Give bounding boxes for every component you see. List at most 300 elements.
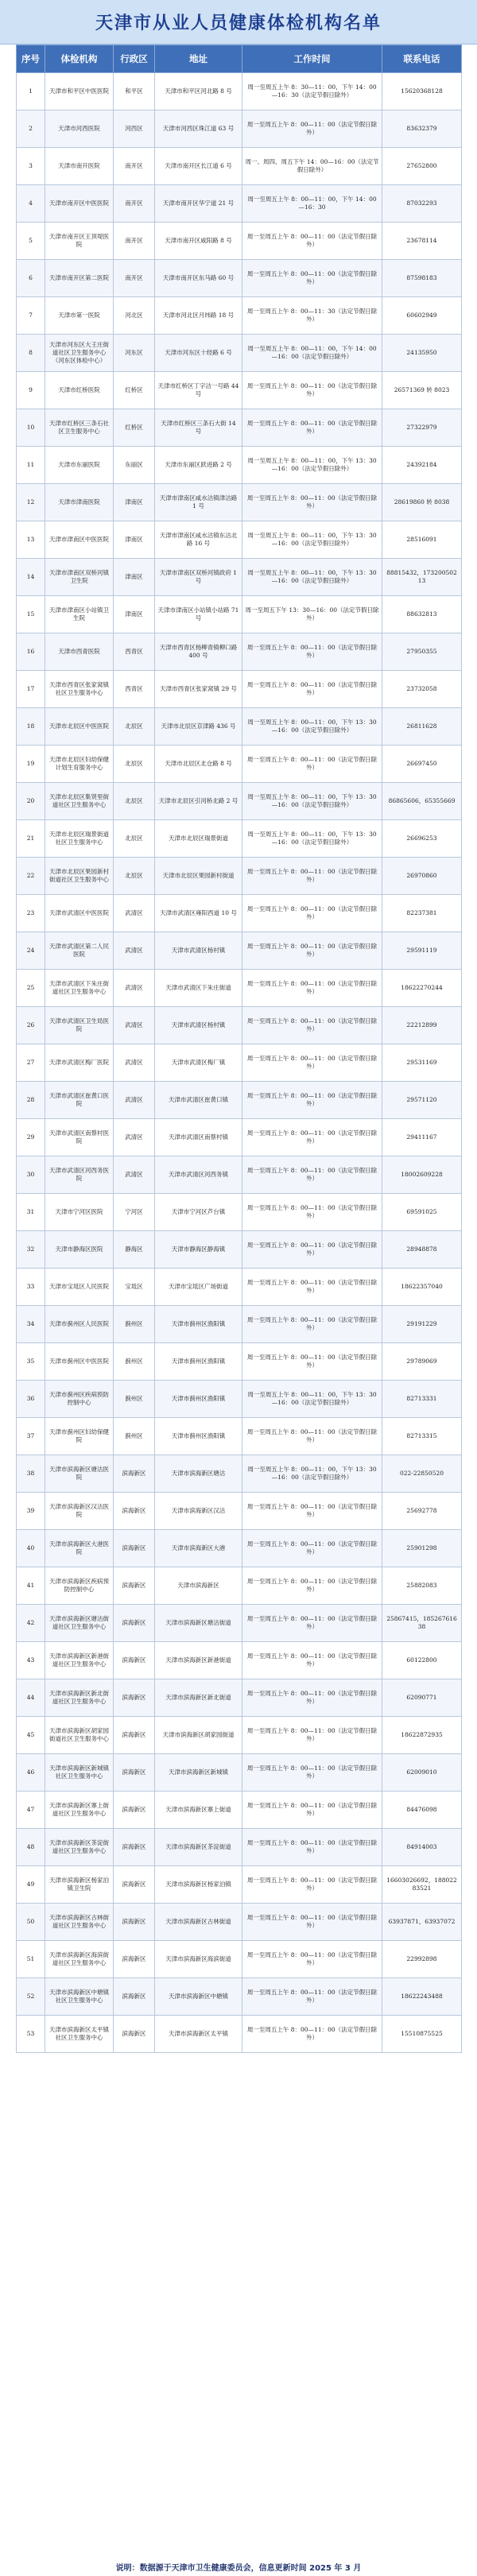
address: 天津市武清区梅厂镇 (155, 1044, 242, 1082)
table-row (17, 1530, 462, 1567)
table-row (17, 932, 462, 970)
institution-name: 天津市武清区中医医院 (45, 895, 114, 932)
institution-name: 天津市北辰区中医医院 (45, 708, 114, 746)
address: 天津市滨海新区新北街道 (155, 1679, 242, 1717)
table-row (17, 820, 462, 858)
address: 天津市西青区张家窝镇 29 号 (155, 671, 242, 708)
row-number: 44 (17, 1679, 45, 1717)
district: 津南区 (114, 559, 155, 596)
district: 武清区 (114, 1119, 155, 1156)
phone-number: 18622872935 (382, 1717, 462, 1754)
district: 津南区 (114, 521, 155, 559)
phone-number: 87032293 (382, 185, 462, 223)
institution-name: 天津市第一医院 (45, 297, 114, 335)
address: 天津市滨海新区塘沽街道 (155, 1605, 242, 1642)
institution-name: 天津市红桥区三条石社区卫生服务中心 (45, 409, 114, 447)
address: 天津市南开区东马路 60 号 (155, 260, 242, 297)
table-row (17, 671, 462, 708)
working-hours: 周一至周五上午 8：00—11：00（法定节假日除外） (242, 1194, 382, 1231)
phone-number: 29191229 (382, 1306, 462, 1343)
row-number: 39 (17, 1493, 45, 1530)
row-number: 43 (17, 1642, 45, 1679)
table-row (17, 1605, 462, 1642)
row-number: 14 (17, 559, 45, 596)
table-body (17, 73, 462, 2053)
institution-name: 天津市滨海新区塘沽街道社区卫生服务中心 (45, 1605, 114, 1642)
working-hours: 周一至周五上午 8：00—11：00（法定节假日除外） (242, 1343, 382, 1381)
address: 天津市津南区咸水沽镇津沽路 1 号 (155, 484, 242, 521)
row-number: 50 (17, 1904, 45, 1941)
row-number: 18 (17, 708, 45, 746)
table-row (17, 148, 462, 185)
row-number: 28 (17, 1082, 45, 1119)
working-hours: 周一至周五上午 8：00—11：00（法定节假日除外） (242, 1269, 382, 1306)
institution-table (16, 45, 462, 2053)
institution-name: 天津市北辰区妇幼保健计划生育服务中心 (45, 746, 114, 783)
working-hours: 周一至周五上午 8：00—11：00（法定节假日除外） (242, 1866, 382, 1904)
row-number: 21 (17, 820, 45, 858)
working-hours: 周一至周五上午 8：00—11：00（法定节假日除外） (242, 1904, 382, 1941)
address: 天津市北辰区北仓路 8 号 (155, 746, 242, 783)
row-number: 10 (17, 409, 45, 447)
district: 武清区 (114, 1082, 155, 1119)
phone-number: 23678114 (382, 223, 462, 260)
institution-name: 天津市滨海新区古林街道社区卫生服务中心 (45, 1904, 114, 1941)
address: 天津市南开区长江道 6 号 (155, 148, 242, 185)
district: 红桥区 (114, 409, 155, 447)
row-number: 31 (17, 1194, 45, 1231)
table-row (17, 1567, 462, 1605)
district: 南开区 (114, 148, 155, 185)
table-row (17, 1941, 462, 1978)
row-number: 52 (17, 1978, 45, 2016)
institution-name: 天津市津南区中医医院 (45, 521, 114, 559)
title-banner (0, 0, 477, 45)
working-hours: 周一至周五上午 8：00—11：00（法定节假日除外） (242, 260, 382, 297)
institution-name: 天津市滨海新区杨家泊镇卫生院 (45, 1866, 114, 1904)
table-row (17, 1829, 462, 1866)
district: 滨海新区 (114, 1493, 155, 1530)
address: 天津市蓟州区渔阳镇 (155, 1418, 242, 1455)
address: 天津市蓟州区渔阳镇 (155, 1381, 242, 1418)
phone-number: 25882083 (382, 1567, 462, 1605)
working-hours: 周一至周五上午 8：00—11：00（法定节假日除外） (242, 633, 382, 671)
phone-number: 24135950 (382, 335, 462, 372)
address: 天津市宝坻区广场街道 (155, 1269, 242, 1306)
row-number: 33 (17, 1269, 45, 1306)
row-number: 17 (17, 671, 45, 708)
working-hours: 周一至周五上午 8：00—11：00（法定节假日除外） (242, 110, 382, 148)
phone-number: 83632379 (382, 110, 462, 148)
institution-name: 天津市北辰区集贤里街道社区卫生服务中心 (45, 783, 114, 820)
row-number: 25 (17, 970, 45, 1007)
district: 西青区 (114, 633, 155, 671)
phone-number: 28619860 转 8038 (382, 484, 462, 521)
table-row (17, 484, 462, 521)
district: 滨海新区 (114, 1530, 155, 1567)
header-org: 体检机构 (45, 45, 114, 73)
table-row (17, 110, 462, 148)
institution-name: 天津市武清区卫生局医院 (45, 1007, 114, 1044)
table-row (17, 1754, 462, 1792)
table-row (17, 297, 462, 335)
row-number: 34 (17, 1306, 45, 1343)
phone-number: 26697450 (382, 746, 462, 783)
address: 天津市滨海新区寨上街道 (155, 1792, 242, 1829)
phone-number: 26970860 (382, 858, 462, 895)
district: 武清区 (114, 1044, 155, 1082)
district: 东丽区 (114, 447, 155, 484)
district: 滨海新区 (114, 1941, 155, 1978)
address: 天津市武清区杨村镇 (155, 1007, 242, 1044)
institution-name: 天津市津南区小站镇卫生院 (45, 596, 114, 633)
phone-number: 26571369 转 8023 (382, 372, 462, 409)
phone-number: 26811628 (382, 708, 462, 746)
institution-name: 天津市武清区南蔡村医院 (45, 1119, 114, 1156)
working-hours: 周一至周五上午 8：00—11：00（法定节假日除外） (242, 223, 382, 260)
phone-number: 60122800 (382, 1642, 462, 1679)
district: 蓟州区 (114, 1381, 155, 1418)
institution-name: 天津市河西医院 (45, 110, 114, 148)
institution-name: 天津市河东区大王庄街道社区卫生服务中心（河东区体检中心） (45, 335, 114, 372)
district: 滨海新区 (114, 1866, 155, 1904)
working-hours: 周一至周五上午 8：00—11：00，下午 13：30—16：00（法定节假日除外） (242, 1455, 382, 1493)
institution-name: 天津市蓟州区疾病预防控制中心 (45, 1381, 114, 1418)
phone-number: 022-22850520 (382, 1455, 462, 1493)
working-hours: 周一至周五上午 8：00—11：00，下午 13：30—16：00（法定节假日除外） (242, 1381, 382, 1418)
working-hours: 周一至周五上午 8：00—11：00（法定节假日除外） (242, 1306, 382, 1343)
address: 天津市津南区咸水沽镇东沽北路 16 号 (155, 521, 242, 559)
row-number: 9 (17, 372, 45, 409)
phone-number: 84476098 (382, 1792, 462, 1829)
row-number: 15 (17, 596, 45, 633)
institution-name: 天津市宁河区医院 (45, 1194, 114, 1231)
phone-number: 82713315 (382, 1418, 462, 1455)
working-hours: 周一至周五上午 8：00—11：00（法定节假日除外） (242, 1007, 382, 1044)
working-hours: 周一至周五上午 8：00—11：00（法定节假日除外） (242, 2016, 382, 2053)
working-hours: 周一至周五上午 8：00—11：00，下午 13：30—16：00（法定节假日除外） (242, 783, 382, 820)
working-hours: 周一至周五上午 8：00—11：00（法定节假日除外） (242, 1792, 382, 1829)
page-title: 天津市从业人员健康体检机构名单 (95, 13, 382, 33)
phone-number: 29591119 (382, 932, 462, 970)
address: 天津市东丽区跃进路 2 号 (155, 447, 242, 484)
working-hours: 周一至周五上午 8：00—11：00（法定节假日除外） (242, 1754, 382, 1792)
institution-name: 天津市北辰区果园新村街道社区卫生服务中心 (45, 858, 114, 895)
district: 武清区 (114, 895, 155, 932)
table-row (17, 895, 462, 932)
table-row (17, 783, 462, 820)
working-hours: 周一至周五上午 8：00—11：00（法定节假日除外） (242, 1829, 382, 1866)
working-hours: 周一至周五上午 8：00—11：00，下午 13：30—16：00（法定节假日除外） (242, 447, 382, 484)
address: 天津市北辰区京津路 436 号 (155, 708, 242, 746)
working-hours: 周一至周五上午 8：00—11：00（法定节假日除外） (242, 1567, 382, 1605)
district: 滨海新区 (114, 1605, 155, 1642)
table-row (17, 521, 462, 559)
row-number: 53 (17, 2016, 45, 2053)
district: 宁河区 (114, 1194, 155, 1231)
phone-number: 88632813 (382, 596, 462, 633)
row-number: 22 (17, 858, 45, 895)
address: 天津市滨海新区中塘镇 (155, 1978, 242, 2016)
row-number: 37 (17, 1418, 45, 1455)
working-hours: 周一至周五上午 8：00—11：00，下午 13：30—16：00（法定节假日除外） (242, 820, 382, 858)
institution-name: 天津市和平区中医医院 (45, 73, 114, 110)
table-row (17, 559, 462, 596)
address: 天津市滨海新区海滨街道 (155, 1941, 242, 1978)
row-number: 38 (17, 1455, 45, 1493)
phone-number: 29411167 (382, 1119, 462, 1156)
phone-number: 63937871，63937072 (382, 1904, 462, 1941)
phone-number: 28516091 (382, 521, 462, 559)
district: 宝坻区 (114, 1269, 155, 1306)
row-number: 45 (17, 1717, 45, 1754)
institution-name: 天津市南开区第二医院 (45, 260, 114, 297)
address: 天津市和平区河北路 8 号 (155, 73, 242, 110)
working-hours: 周一至周五上午 8：00—11：00（法定节假日除外） (242, 858, 382, 895)
address: 天津市北辰区瑞景街道 (155, 820, 242, 858)
row-number: 27 (17, 1044, 45, 1082)
table-row (17, 1007, 462, 1044)
district: 蓟州区 (114, 1418, 155, 1455)
working-hours: 周一至周五上午 8：00—11：00（法定节假日除外） (242, 1156, 382, 1194)
row-number: 16 (17, 633, 45, 671)
address: 天津市滨海新区塘沽 (155, 1455, 242, 1493)
district: 滨海新区 (114, 1792, 155, 1829)
phone-number: 82237381 (382, 895, 462, 932)
district: 红桥区 (114, 372, 155, 409)
working-hours: 周一至周五上午 8：00—11：00（法定节假日除外） (242, 932, 382, 970)
address: 天津市宁河区芦台镇 (155, 1194, 242, 1231)
row-number: 13 (17, 521, 45, 559)
institution-name: 天津市武清区下朱庄街道社区卫生服务中心 (45, 970, 114, 1007)
row-number: 41 (17, 1567, 45, 1605)
district: 和平区 (114, 73, 155, 110)
phone-number: 84914003 (382, 1829, 462, 1866)
working-hours: 周一至周五上午 8：00—11：00，下午 13：30—16：00（法定节假日除外） (242, 521, 382, 559)
phone-number: 29789069 (382, 1343, 462, 1381)
working-hours: 周一至周五上午 8：00—11：00（法定节假日除外） (242, 1941, 382, 1978)
row-number: 3 (17, 148, 45, 185)
row-number: 36 (17, 1381, 45, 1418)
institution-name: 天津市蓟州区妇幼保健院 (45, 1418, 114, 1455)
row-number: 30 (17, 1156, 45, 1194)
address: 天津市蓟州区渔阳镇 (155, 1306, 242, 1343)
district: 滨海新区 (114, 1455, 155, 1493)
district: 武清区 (114, 1156, 155, 1194)
table-row (17, 1866, 462, 1904)
address: 天津市武清区南蔡村镇 (155, 1119, 242, 1156)
phone-number: 28948878 (382, 1231, 462, 1269)
institution-name: 天津市北辰区瑞景街道社区卫生服务中心 (45, 820, 114, 858)
institution-name: 天津市津南区双桥河镇卫生院 (45, 559, 114, 596)
address: 天津市滨海新区汉沽 (155, 1493, 242, 1530)
row-number: 40 (17, 1530, 45, 1567)
institution-name: 天津市南开区中医医院 (45, 185, 114, 223)
district: 蓟州区 (114, 1343, 155, 1381)
table-row (17, 1381, 462, 1418)
institution-name: 天津市滨海新区海滨街道社区卫生服务中心 (45, 1941, 114, 1978)
row-number: 51 (17, 1941, 45, 1978)
address: 天津市滨海新区古林街道 (155, 1904, 242, 1941)
address: 天津市北辰区果园新村街道 (155, 858, 242, 895)
phone-number: 16603026692，18802283521 (382, 1866, 462, 1904)
working-hours: 周一至周五上午 8：00—11：00（法定节假日除外） (242, 1493, 382, 1530)
table-row (17, 1455, 462, 1493)
institution-name: 天津市滨海新区茶淀街道社区卫生服务中心 (45, 1829, 114, 1866)
row-number: 7 (17, 297, 45, 335)
table-row (17, 633, 462, 671)
phone-number: 60602949 (382, 297, 462, 335)
working-hours: 周一至周五上午 8：00—11：00（法定节假日除外） (242, 409, 382, 447)
working-hours: 周一至周五上午 8：00—11：00（法定节假日除外） (242, 1231, 382, 1269)
phone-number: 29531169 (382, 1044, 462, 1082)
district: 北辰区 (114, 708, 155, 746)
working-hours: 周一至周五上午 8：00—11：00，下午 14：00—16：30 (242, 185, 382, 223)
working-hours: 周一至周五上午 8：00—11：00（法定节假日除外） (242, 895, 382, 932)
row-number: 42 (17, 1605, 45, 1642)
working-hours: 周一至周五上午 8：00—11：00，下午 14：00—16：00（法定节假日除外） (242, 335, 382, 372)
phone-number: 88815432，17320050213 (382, 559, 462, 596)
working-hours: 周一至周五上午 8：00—11：30（法定节假日除外） (242, 297, 382, 335)
district: 北辰区 (114, 783, 155, 820)
institution-name: 天津市滨海新区塘沽医院 (45, 1455, 114, 1493)
row-number: 47 (17, 1792, 45, 1829)
working-hours: 周一至周五上午 8：00—11：00（法定节假日除外） (242, 1605, 382, 1642)
institution-name: 天津市滨海新区胡家园街道社区卫生服务中心 (45, 1717, 114, 1754)
district: 武清区 (114, 1007, 155, 1044)
row-number: 26 (17, 1007, 45, 1044)
working-hours: 周一至周五上午 8：00—11：00（法定节假日除外） (242, 746, 382, 783)
district: 静海区 (114, 1231, 155, 1269)
table-row (17, 1493, 462, 1530)
table-row (17, 1082, 462, 1119)
working-hours: 周一至周五上午 8：00—11：00（法定节假日除外） (242, 1082, 382, 1119)
header-hours: 工作时间 (242, 45, 382, 73)
institution-name: 天津市津南医院 (45, 484, 114, 521)
institution-name: 天津市蓟州区中医医院 (45, 1343, 114, 1381)
phone-number: 82713331 (382, 1381, 462, 1418)
table-row (17, 708, 462, 746)
institution-name: 天津市滨海新区大港医院 (45, 1530, 114, 1567)
header-seq: 序号 (17, 45, 45, 73)
table-row (17, 596, 462, 633)
address: 天津市武清区雍阳西道 10 号 (155, 895, 242, 932)
working-hours: 周一至周五上午 8：00—11：00（法定节假日除外） (242, 1717, 382, 1754)
table-row (17, 1306, 462, 1343)
district: 河北区 (114, 297, 155, 335)
institution-name: 天津市武清区崔黄口医院 (45, 1082, 114, 1119)
table-row (17, 185, 462, 223)
phone-number: 62009010 (382, 1754, 462, 1792)
table-row (17, 1269, 462, 1306)
address: 天津市滨海新区新城镇 (155, 1754, 242, 1792)
address: 天津市静海区静海镇 (155, 1231, 242, 1269)
working-hours: 周一至周五上午 8：00—11：00，下午 13：30—16：00（法定节假日除外） (242, 708, 382, 746)
institution-name: 天津市西青医院 (45, 633, 114, 671)
table-row (17, 1418, 462, 1455)
institution-name: 天津市东丽医院 (45, 447, 114, 484)
table-row (17, 1156, 462, 1194)
working-hours: 周一至周五上午 8：00—11：00（法定节假日除外） (242, 484, 382, 521)
district: 津南区 (114, 484, 155, 521)
table-row (17, 1717, 462, 1754)
table-row (17, 1343, 462, 1381)
district: 滨海新区 (114, 1978, 155, 2016)
table-row (17, 1231, 462, 1269)
phone-number: 24392184 (382, 447, 462, 484)
institution-name: 天津市滨海新区寨上街道社区卫生服务中心 (45, 1792, 114, 1829)
district: 河西区 (114, 110, 155, 148)
table-row (17, 73, 462, 110)
address: 天津市河北区月纬路 18 号 (155, 297, 242, 335)
address: 天津市武清区崔黄口镇 (155, 1082, 242, 1119)
phone-number: 22212899 (382, 1007, 462, 1044)
table-row (17, 335, 462, 372)
institution-name: 天津市滨海新区疾病预防控制中心 (45, 1567, 114, 1605)
institution-name: 天津市武清区第二人民医院 (45, 932, 114, 970)
district: 武清区 (114, 970, 155, 1007)
address: 天津市津南区小站镇小站路 71 号 (155, 596, 242, 633)
address: 天津市北辰区引河桥北路 2 号 (155, 783, 242, 820)
row-number: 4 (17, 185, 45, 223)
district: 西青区 (114, 671, 155, 708)
phone-number: 15620368128 (382, 73, 462, 110)
phone-number: 27652800 (382, 148, 462, 185)
institution-name: 天津市蓟州区人民医院 (45, 1306, 114, 1343)
header-phone: 联系电话 (382, 45, 462, 73)
row-number: 2 (17, 110, 45, 148)
district: 武清区 (114, 932, 155, 970)
district: 南开区 (114, 185, 155, 223)
institution-name: 天津市滨海新区太平镇社区卫生服务中心 (45, 2016, 114, 2053)
district: 津南区 (114, 596, 155, 633)
row-number: 24 (17, 932, 45, 970)
row-number: 1 (17, 73, 45, 110)
institution-name: 天津市滨海新区汉沽医院 (45, 1493, 114, 1530)
phone-number: 22992898 (382, 1941, 462, 1978)
row-number: 12 (17, 484, 45, 521)
address: 天津市武清区下朱庄街道 (155, 970, 242, 1007)
address: 天津市武清区河西务镇 (155, 1156, 242, 1194)
institution-name: 天津市滨海新区新城镇社区卫生服务中心 (45, 1754, 114, 1792)
institution-name: 天津市滨海新区中塘镇社区卫生服务中心 (45, 1978, 114, 2016)
phone-number: 18622243488 (382, 1978, 462, 2016)
header-district: 行政区 (114, 45, 155, 73)
address: 天津市河西区珠江道 63 号 (155, 110, 242, 148)
address: 天津市蓟州区渔阳镇 (155, 1343, 242, 1381)
table-row (17, 1792, 462, 1829)
address: 天津市滨海新区杨家泊镇 (155, 1866, 242, 1904)
phone-number: 25867415，18526761638 (382, 1605, 462, 1642)
institution-name: 天津市滨海新区新港街道社区卫生服务中心 (45, 1642, 114, 1679)
phone-number: 26696253 (382, 820, 462, 858)
table-row (17, 858, 462, 895)
institution-name: 天津市南开区王顶堤医院 (45, 223, 114, 260)
address: 天津市西青区杨柳青镇柳口路 400 号 (155, 633, 242, 671)
address: 天津市武清区杨村镇 (155, 932, 242, 970)
district: 南开区 (114, 223, 155, 260)
phone-number: 18002609228 (382, 1156, 462, 1194)
institution-name: 天津市西青区张家窝镇社区卫生服务中心 (45, 671, 114, 708)
footer-note: 说明：数据源于天津市卫生健康委员会，信息更新时间 2025 年 3 月 (115, 2563, 362, 2573)
row-number: 11 (17, 447, 45, 484)
address: 天津市滨海新区茶淀街道 (155, 1829, 242, 1866)
working-hours: 周一至周五上午 8：00—11：00（法定节假日除外） (242, 671, 382, 708)
row-number: 6 (17, 260, 45, 297)
phone-number: 25692778 (382, 1493, 462, 1530)
table-row (17, 223, 462, 260)
row-number: 20 (17, 783, 45, 820)
